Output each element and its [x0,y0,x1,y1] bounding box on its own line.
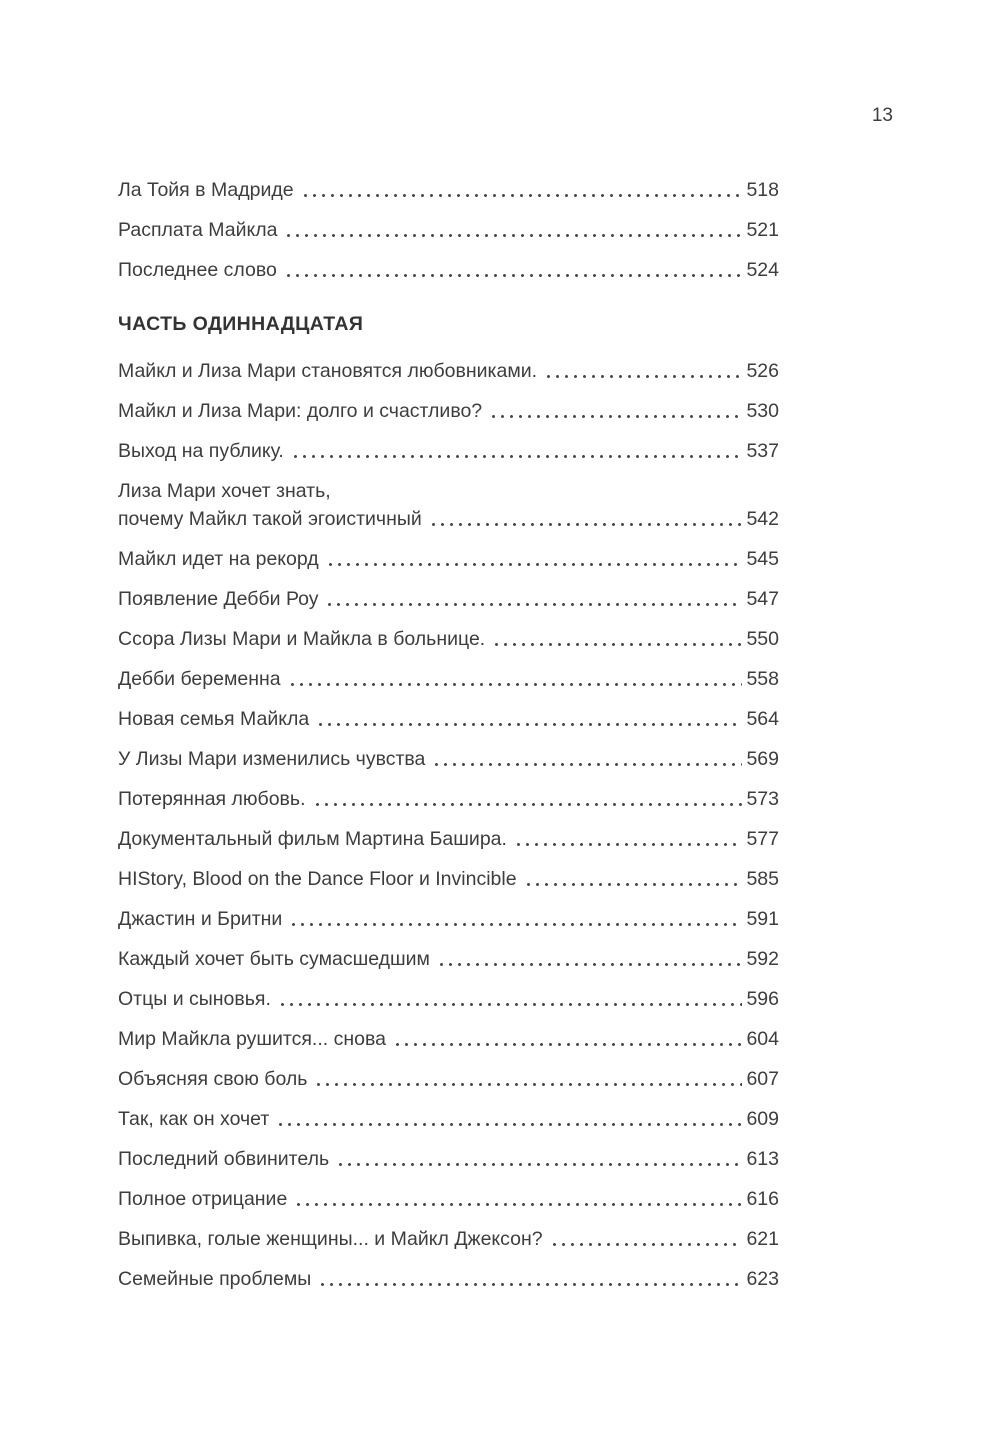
toc-entry [118,625,779,653]
dot-leader [325,603,742,606]
toc-entry-page: 621 [746,1228,779,1250]
dot-leader [318,1283,742,1286]
toc-entry-line [118,477,779,505]
toc-entry-title: Дебби беременна [118,668,281,690]
toc-entry-title: почему Майкл такой эгоистичный [118,508,422,530]
toc-entry-line [118,1025,779,1053]
toc-entry-line [118,825,779,853]
toc-entry-page: 573 [746,788,779,810]
toc-entry-line [118,1065,779,1093]
toc-entry [118,1225,779,1253]
toc-entry-page: 592 [746,948,779,970]
toc-entry-title: Ла Тойя в Мадриде [118,179,294,201]
toc-entry-page: 585 [746,868,779,890]
toc-entry [118,1025,779,1053]
toc-entry-title: Объясняя свою боль [118,1068,308,1090]
toc-entry-title: Расплата Майкла [118,219,278,241]
dot-leader [288,683,743,686]
dot-leader [489,415,742,418]
toc-entry-line [118,865,779,893]
dot-leader [393,1043,743,1046]
dot-leader [550,1243,743,1246]
dot-leader [492,643,742,646]
dot-leader [429,523,743,526]
toc-entry-page: 613 [746,1148,779,1170]
toc-entry-page: 558 [746,668,779,690]
toc-entry-title: Майкл и Лиза Мари становятся любовниками. [118,360,538,382]
toc-entry-title: Майкл и Лиза Мари: долго и счастливо? [118,400,483,422]
page-number: 13 [871,105,893,126]
toc-entry-page: 545 [746,548,779,570]
toc-entry-title: У Лизы Мари изменились чувства [118,748,426,770]
dot-leader [284,234,742,237]
toc-entry-line [118,625,779,653]
toc-entry-title: Майкл идет на рекорд [118,548,319,570]
toc-entry [118,865,779,893]
dot-leader [514,843,743,846]
toc-entry-page: 547 [746,588,779,610]
toc-entry-line [118,397,779,425]
toc-entry-page: 607 [746,1068,779,1090]
toc-entry-title: Лиза Мари хочет знать, [118,480,331,502]
toc-entry-title: Выпивка, голые женщины... и Майкл Джексон? [118,1228,543,1250]
toc-entry-title: Каждый хочет быть сумасшедшим [118,948,430,970]
dot-leader [294,1203,742,1206]
toc-entry-line [118,905,779,933]
dot-leader [314,1083,742,1086]
toc-section-heading: ЧАСТЬ ОДИННАДЦАТАЯ [118,313,364,335]
toc-entry-title: Последнее слово [118,259,277,281]
toc-entry-page: 604 [746,1028,779,1050]
toc-entry [118,905,779,933]
toc-entry-page: 524 [746,259,779,281]
toc-entry [118,1145,779,1173]
toc-entry [118,585,779,613]
toc-entry [118,745,779,773]
toc-entry-line [118,256,779,284]
toc-entry-title: Семейные проблемы [118,1268,312,1290]
toc-entry-title: Появление Дебби Роу [118,588,319,610]
toc-entry-title: Ссора Лизы Мари и Майкла в больнице. [118,628,486,650]
toc-entry-page: 569 [746,748,779,770]
toc-entry-title: Выход на публику. [118,440,284,462]
toc-entry-page: 537 [746,440,779,462]
dot-leader [326,563,743,566]
toc-entry-line [118,1145,779,1173]
toc-entry-page: 591 [746,908,779,930]
toc-entry-page: 518 [746,179,779,201]
toc-entry-title: HIStory, Blood on the Dance Floor и Invincible [118,868,517,890]
toc-entry-line [118,785,779,813]
toc-entry-title: Новая семья Майкла [118,708,310,730]
dot-leader [316,723,742,726]
toc-entry-title: Потерянная любовь. [118,788,306,810]
toc-entry-page: 623 [746,1268,779,1290]
toc-entry-line [118,945,779,973]
toc-entry-line [118,585,779,613]
dot-leader [437,963,742,966]
toc-entry-line [118,705,779,733]
toc-entry-page: 542 [746,508,779,530]
dot-leader [276,1123,742,1126]
toc-entry [118,477,779,533]
toc-entry-title: Документальный фильм Мартина Башира. [118,828,507,850]
toc-entry-line [118,1265,779,1293]
toc-entry-line [118,985,779,1013]
dot-leader [544,375,742,378]
toc-entry [118,176,779,204]
toc-entry-title: Так, как он хочет [118,1108,270,1130]
toc-entry-page: 521 [746,219,779,241]
toc [118,176,779,1305]
toc-entry-line [118,1185,779,1213]
toc-entry-title: Джастин и Бритни [118,908,283,930]
toc-entry-line [118,1105,779,1133]
toc-entry-line [118,357,779,385]
toc-entry [118,665,779,693]
toc-entry [118,1065,779,1093]
dot-leader [336,1163,742,1166]
dot-leader [284,274,743,277]
toc-entry-page: 526 [746,360,779,382]
toc-entry [118,1105,779,1133]
toc-entry [118,397,779,425]
toc-entry-line [118,745,779,773]
toc-entry [118,437,779,465]
toc-entry-page: 609 [746,1108,779,1130]
toc-entry [118,945,779,973]
toc-entry [118,216,779,244]
toc-entry-page: 596 [746,988,779,1010]
toc-entry-title: Мир Майкла рушится... снова [118,1028,386,1050]
toc-entry-title: Последний обвинитель [118,1148,330,1170]
toc-entry-page: 550 [746,628,779,650]
dot-leader [291,455,743,458]
toc-entry [118,1185,779,1213]
toc-entry [118,1265,779,1293]
toc-entry-title: Полное отрицание [118,1188,288,1210]
toc-entry-page: 564 [746,708,779,730]
toc-entry [118,785,779,813]
toc-entry-line [118,176,779,204]
dot-leader [432,763,742,766]
toc-entry-title: Отцы и сыновья. [118,988,271,1010]
toc-entry-line [118,216,779,244]
toc-entry-page: 530 [746,400,779,422]
toc-entry-line [118,505,779,533]
toc-entry-page: 616 [746,1188,779,1210]
dot-leader [289,923,742,926]
dot-leader [313,803,743,806]
toc-entry-line [118,545,779,573]
dot-leader [278,1003,743,1006]
dot-leader [301,194,743,197]
toc-entry [118,825,779,853]
toc-entry [118,256,779,284]
toc-entry-line [118,665,779,693]
toc-entry [118,705,779,733]
toc-entry [118,545,779,573]
toc-entry-line [118,437,779,465]
dot-leader [524,883,743,886]
toc-entry-line [118,1225,779,1253]
toc-entry-page: 577 [746,828,779,850]
toc-entry [118,985,779,1013]
toc-entry [118,357,779,385]
